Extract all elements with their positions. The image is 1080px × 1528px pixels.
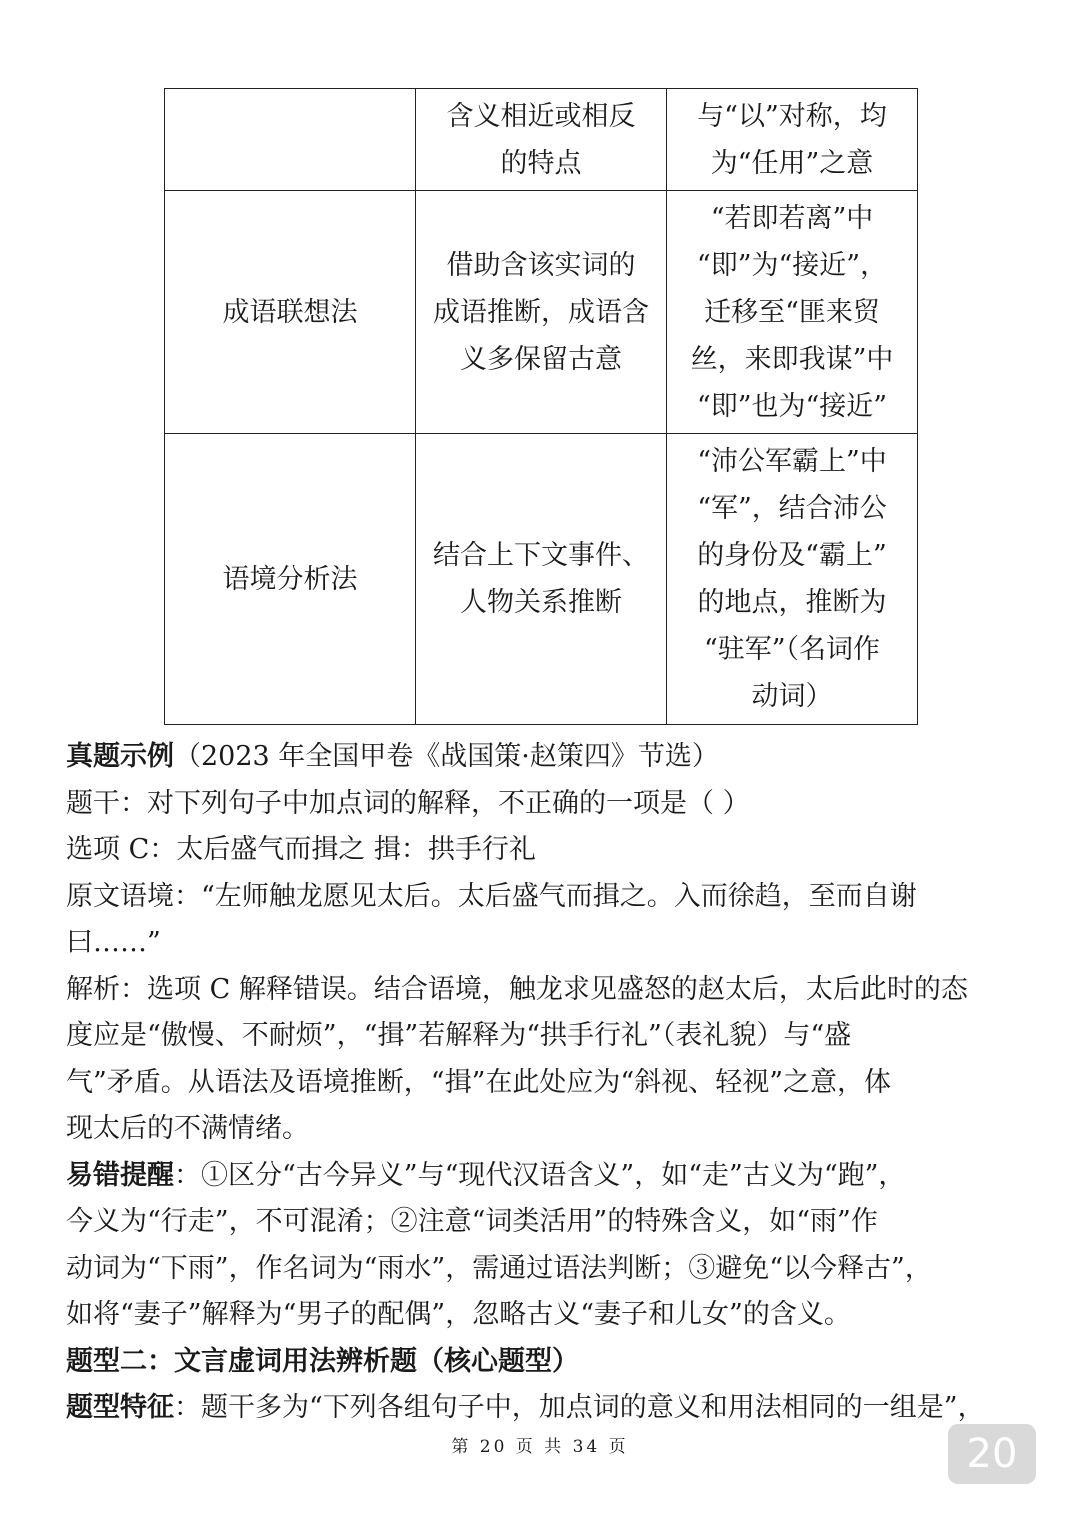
example-cell-line: 丝，来即我谋”中 [690, 343, 894, 375]
feature-cell-line: 成语推断，成语含 [433, 296, 649, 328]
option-c: 选项 C：太后盛气而揖之 揖：拱手行礼 [66, 834, 536, 865]
body-text [66, 734, 1026, 1432]
feature-line [66, 1385, 1026, 1432]
example-cell-line: “即”为“接近”， [696, 249, 888, 281]
example-cell-line: “沛公军霸上”中 [697, 446, 887, 477]
example-cell-line: 与“以”对称，均 [697, 100, 887, 132]
example-line [66, 734, 1026, 781]
table-row [165, 89, 918, 191]
feature-cell [416, 191, 667, 434]
feature-cell-line: 结合上下文事件、 [433, 540, 649, 571]
page-footer: 第 20 页 共 34 页 [451, 1437, 629, 1457]
example-cell-line: 的地点，推断为 [697, 587, 887, 618]
reminder-label: 易错提醒 [66, 1159, 174, 1191]
feature-cell-line: 的特点 [500, 147, 582, 179]
reminder-text: ：①区分“古今异义”与“现代汉语含义”，如“走”古义为“跑”， [174, 1159, 906, 1191]
method-cell-line: 成语联想法 [222, 296, 358, 328]
method-cell-line: 语境分析法 [222, 563, 358, 595]
example-cell-line: 的身份及“霸上” [697, 540, 887, 571]
feature-cell-line: 义多保留古意 [460, 343, 622, 375]
reminder-line-4: 如将“妻子”解释为“男子的配偶”，忽略古义“妻子和儿女”的含义。 [66, 1299, 851, 1330]
example-cell-line: “军”，结合沛公 [697, 493, 887, 524]
context-line-2: 曰……” [66, 927, 161, 958]
table-row [165, 191, 918, 434]
example-cell [667, 89, 918, 191]
reminder-line-3: 动词为“下雨”，作名词为“雨水”，需通过语法判断；③避免“以今释古”， [66, 1252, 932, 1284]
question-stem: 题干：对下列句子中加点词的解释，不正确的一项是（ ） [66, 787, 750, 819]
example-cell [667, 191, 918, 434]
example-cell-line: 动词） [751, 681, 833, 712]
method-cell [165, 434, 416, 725]
example-cell-line: “驻军”（名词作 [703, 634, 881, 665]
feature-cell-line: 借助含该实词的 [446, 249, 636, 281]
example-source: （2023 年全国甲卷《战国策·赵策四》节选） [174, 741, 719, 772]
analysis-line-4: 现太后的不满情绪。 [66, 1113, 309, 1144]
reminder-line-1 [66, 1153, 1026, 1200]
feature-cell-line: 人物关系推断 [460, 587, 622, 618]
feature-cell-line: 含义相近或相反 [446, 100, 636, 132]
feature-cell [416, 89, 667, 191]
analysis-line-3: 气”矛盾。从语法及语境推断，“揖”在此处应为“斜视、轻视”之意，体 [66, 1066, 892, 1098]
example-cell [667, 434, 918, 725]
feature-label: 题型特征 [66, 1392, 174, 1423]
example-cell-line: “即”也为“接近” [696, 390, 888, 422]
example-cell-line: 迁移至“匪来贸 [704, 296, 880, 328]
context-line-1: 原文语境：“左师触龙愿见太后。太后盛气而揖之。入而徐趋，至而自谢 [66, 880, 917, 912]
example-heading: 真题示例 [66, 741, 174, 772]
page-number-badge: 20 [948, 1424, 1036, 1484]
feature-cell [416, 434, 667, 725]
example-cell-line: 为“任用”之意 [710, 147, 874, 179]
analysis-line-1: 解析：选项 C 解释错误。结合语境，触龙求见盛怒的赵太后，太后此时的态 [66, 973, 968, 1005]
analysis-line-2: 度应是“傲慢、不耐烦”，“揖”若解释为“拱手行礼”（表礼貌）与“盛 [66, 1020, 852, 1051]
table-row [165, 434, 918, 725]
feature-text: ：题干多为“下列各组句子中，加点词的意义和用法相同的一组是”， [174, 1392, 985, 1423]
section-heading: 题型二：文言虚词用法辨析题（核心题型） [66, 1345, 579, 1377]
reminder-line-2: 今义为“行走”，不可混淆；②注意“词类活用”的特殊含义，如“雨”作 [66, 1206, 878, 1237]
method-cell [165, 191, 416, 434]
example-cell-line: “若即若离”中 [710, 202, 874, 234]
method-table [164, 88, 918, 725]
method-cell [165, 89, 416, 191]
